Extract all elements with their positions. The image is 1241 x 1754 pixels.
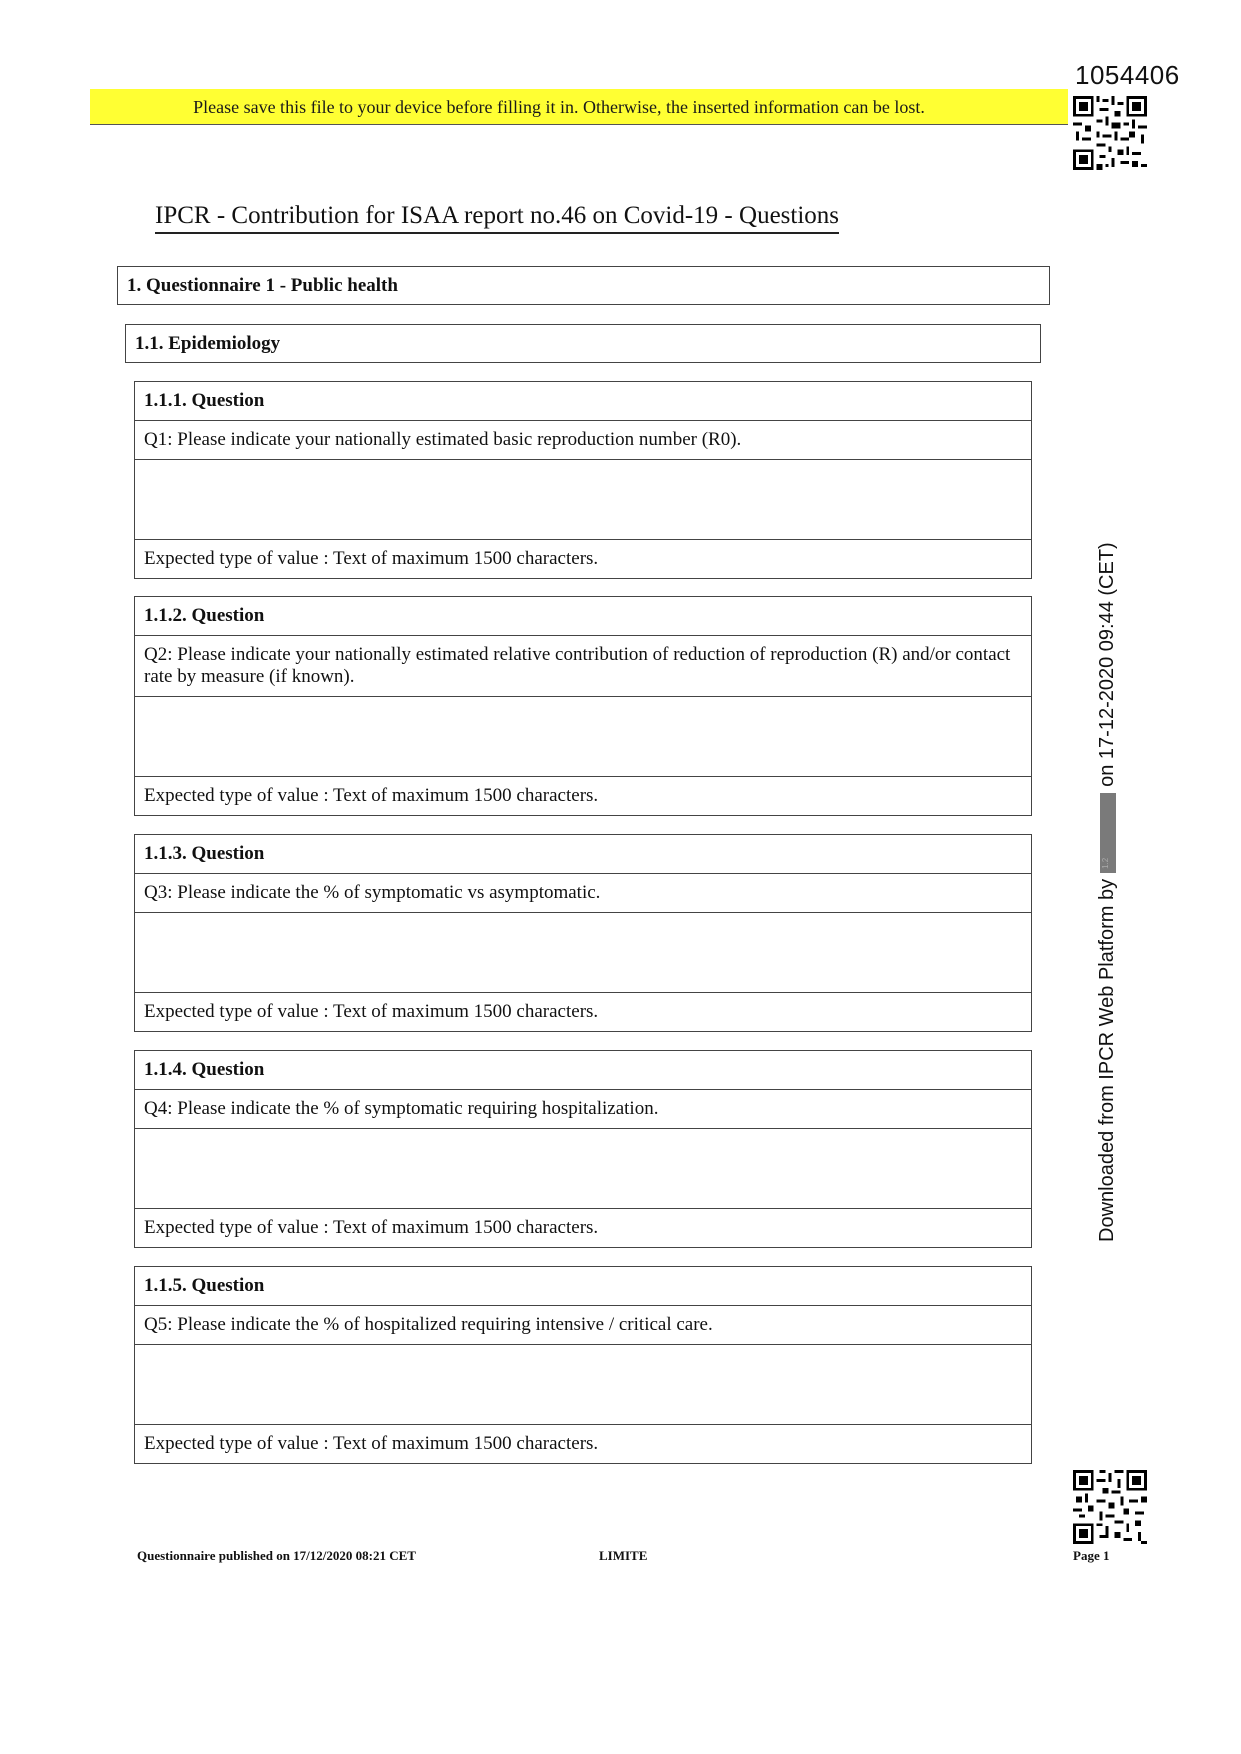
redacted-username bbox=[1100, 793, 1116, 873]
question-heading: 1.1.4. Question bbox=[135, 1051, 1031, 1090]
question-heading: 1.1.2. Question bbox=[135, 597, 1031, 636]
footer-published-date: Questionnaire published on 17/12/2020 08:21 CET bbox=[137, 1548, 416, 1563]
document-id: 1054406 bbox=[1075, 60, 1180, 90]
answer-field-q3[interactable] bbox=[135, 913, 1031, 993]
answer-field-q5[interactable] bbox=[135, 1345, 1031, 1425]
subsection-heading-epidemiology: 1.1. Epidemiology bbox=[125, 324, 1041, 363]
save-warning-banner: Please save this file to your device before filling it in. Otherwise, the inserted information can be lost. bbox=[90, 89, 1068, 125]
redacted-mark: 1.2 bbox=[1100, 857, 1110, 869]
download-watermark bbox=[1096, 542, 1119, 1242]
qr-code-top bbox=[1073, 96, 1147, 170]
question-block-3 bbox=[134, 834, 1032, 1032]
question-block-2 bbox=[134, 596, 1032, 816]
question-block-1 bbox=[134, 381, 1032, 579]
qr-code-bottom bbox=[1073, 1470, 1147, 1544]
question-text: Q2: Please indicate your nationally estimated relative contribution of reduction of reproduction (R) and/or contact rate by measure (if known). bbox=[135, 636, 1031, 697]
question-block-4 bbox=[134, 1050, 1032, 1248]
qr-code-icon bbox=[1073, 96, 1147, 170]
question-text: Q1: Please indicate your nationally estimated basic reproduction number (R0). bbox=[135, 421, 1031, 460]
answer-field-q2[interactable] bbox=[135, 697, 1031, 777]
footer-classification: LIMITE bbox=[599, 1548, 648, 1563]
download-watermark-date: on 17-12-2020 09:44 (CET) bbox=[1096, 542, 1118, 787]
question-text: Q3: Please indicate the % of symptomatic vs asymptomatic. bbox=[135, 874, 1031, 913]
question-text: Q5: Please indicate the % of hospitalized requiring intensive / critical care. bbox=[135, 1306, 1031, 1345]
question-heading: 1.1.5. Question bbox=[135, 1267, 1031, 1306]
question-block-5 bbox=[134, 1266, 1032, 1464]
download-watermark-source: Downloaded from IPCR Web Platform by bbox=[1096, 878, 1118, 1242]
footer-page-number: Page 1 bbox=[1073, 1548, 1110, 1563]
expected-value-note: Expected type of value : Text of maximum 1500 characters. bbox=[144, 1217, 599, 1238]
question-heading: 1.1.1. Question bbox=[135, 382, 1031, 421]
expected-value-note: Expected type of value : Text of maximum 1500 characters. bbox=[144, 1433, 599, 1454]
answer-field-q4[interactable] bbox=[135, 1129, 1031, 1209]
document-title: IPCR - Contribution for ISAA report no.46 on Covid-19 - Questions bbox=[155, 202, 839, 234]
expected-value-note: Expected type of value : Text of maximum 1500 characters. bbox=[144, 1001, 599, 1022]
section-heading-public-health: 1. Questionnaire 1 - Public health bbox=[117, 266, 1050, 305]
qr-code-icon bbox=[1073, 1470, 1147, 1544]
question-heading: 1.1.3. Question bbox=[135, 835, 1031, 874]
expected-value-note: Expected type of value : Text of maximum 1500 characters. bbox=[144, 548, 599, 569]
answer-field-q1[interactable] bbox=[135, 460, 1031, 540]
expected-value-note: Expected type of value : Text of maximum 1500 characters. bbox=[144, 785, 599, 806]
question-text: Q4: Please indicate the % of symptomatic requiring hospitalization. bbox=[135, 1090, 1031, 1129]
